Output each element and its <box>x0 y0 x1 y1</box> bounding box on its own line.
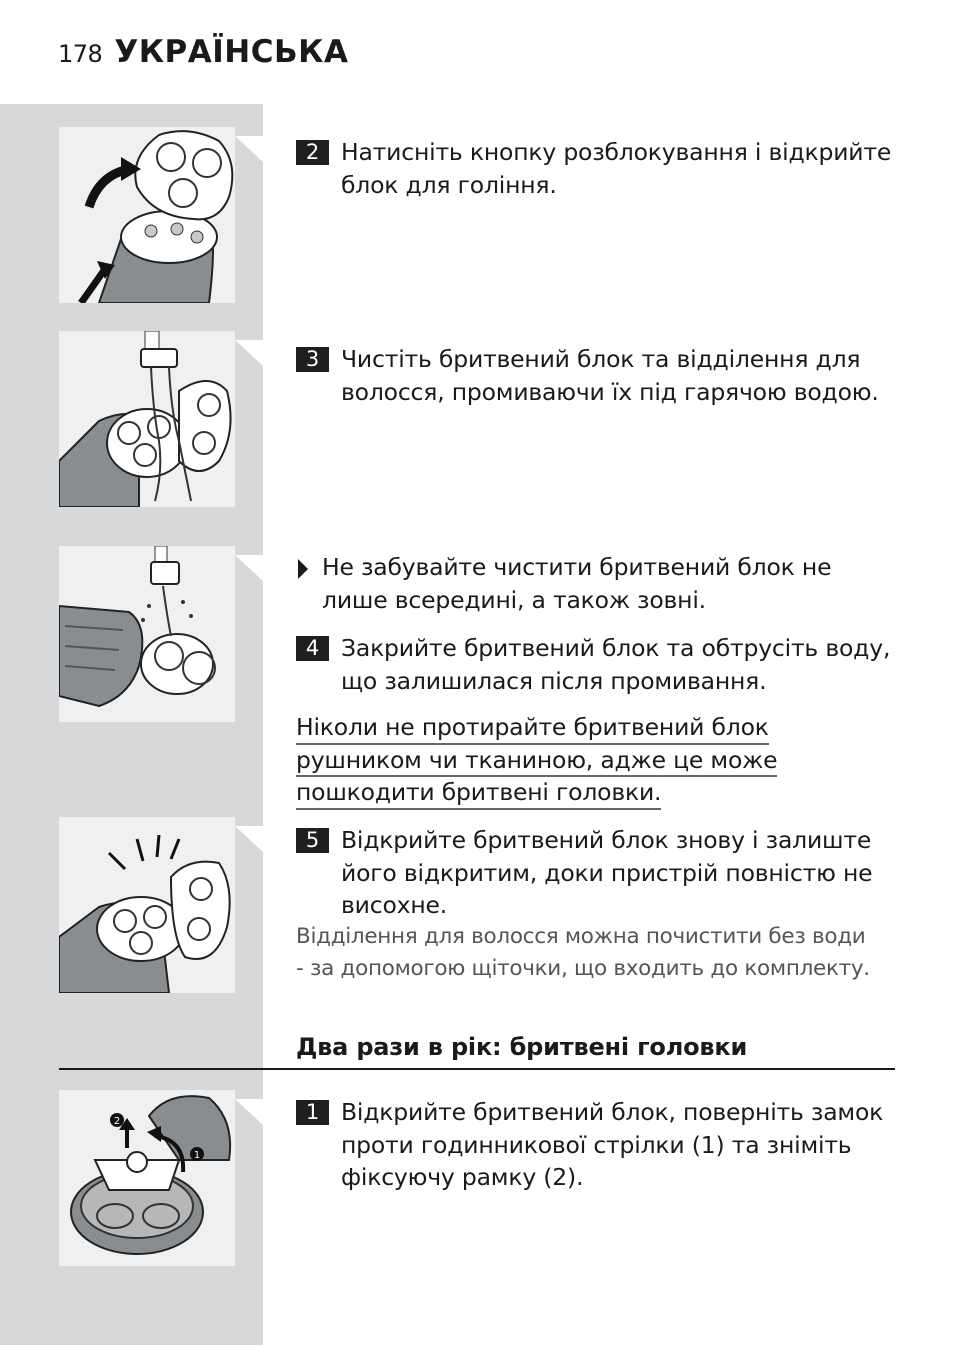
illustration-clean-outside <box>59 546 235 722</box>
figure-notch <box>235 136 263 162</box>
step-item <box>296 1096 896 1194</box>
illustration-remove-retaining-frame <box>59 1090 235 1266</box>
illustration-open-to-dry <box>59 817 235 993</box>
step-item <box>296 824 896 922</box>
step-item <box>296 632 896 697</box>
figure-label-two: 2 <box>113 1116 121 1127</box>
step-text: Відкрийте бритвений блок, поверніть замок проти годинникової стрілки (1) та зніміть фіксуючу рамку (2). <box>341 1098 884 1191</box>
step-number-badge: 3 <box>296 347 329 372</box>
step-text: Натисніть кнопку розблокування і відкрийте блок для гоління. <box>341 138 892 199</box>
step-text: Чистіть бритвений блок та відділення для волосся, промиваючи їх під гарячою водою. <box>341 345 879 406</box>
step-text: Відкрийте бритвений блок знову і залиште його відкритим, доки пристрій повністю не висохне. <box>341 826 873 919</box>
step-item <box>296 343 896 408</box>
figure-label-one: 1 <box>193 1150 201 1161</box>
section-divider <box>59 1068 895 1070</box>
figure-notch <box>235 1099 263 1125</box>
step-number-badge: 4 <box>296 636 329 661</box>
warning-text <box>296 712 796 810</box>
tip-item <box>296 551 896 616</box>
warning-line: рушником чи тканиною, адже це може <box>296 745 777 778</box>
figure-notch <box>235 340 263 366</box>
figure-notch <box>235 826 263 852</box>
tip-text: Не забувайте чистити бритвений блок не лише всередині, а також зовні. <box>322 553 832 614</box>
section-title: Два рази в рік: бритвені головки <box>296 1033 748 1061</box>
step-number-badge: 5 <box>296 828 329 853</box>
step-text: Закрийте бритвений блок та обтрусіть воду, що залишилася після промивання. <box>341 634 891 695</box>
page-language-title: УКРАЇНСЬКА <box>114 34 349 70</box>
warning-line: пошкодити бритвені головки. <box>296 777 661 810</box>
figure-notch <box>235 555 263 581</box>
page-number: 178 <box>58 40 103 68</box>
step-number-badge: 1 <box>296 1100 329 1125</box>
step-item <box>296 136 896 201</box>
illustration-open-shaving-unit <box>59 127 235 303</box>
warning-line: Ніколи не протирайте бритвений блок <box>296 712 769 745</box>
illustration-rinse-under-tap <box>59 331 235 507</box>
note-text: Відділення для волосся можна почистити без води - за допомогою щіточки, що входить до комплекту. <box>296 924 870 981</box>
bullet-triangle-icon <box>296 559 310 579</box>
step-number-badge: 2 <box>296 140 329 165</box>
page-header <box>58 34 348 74</box>
